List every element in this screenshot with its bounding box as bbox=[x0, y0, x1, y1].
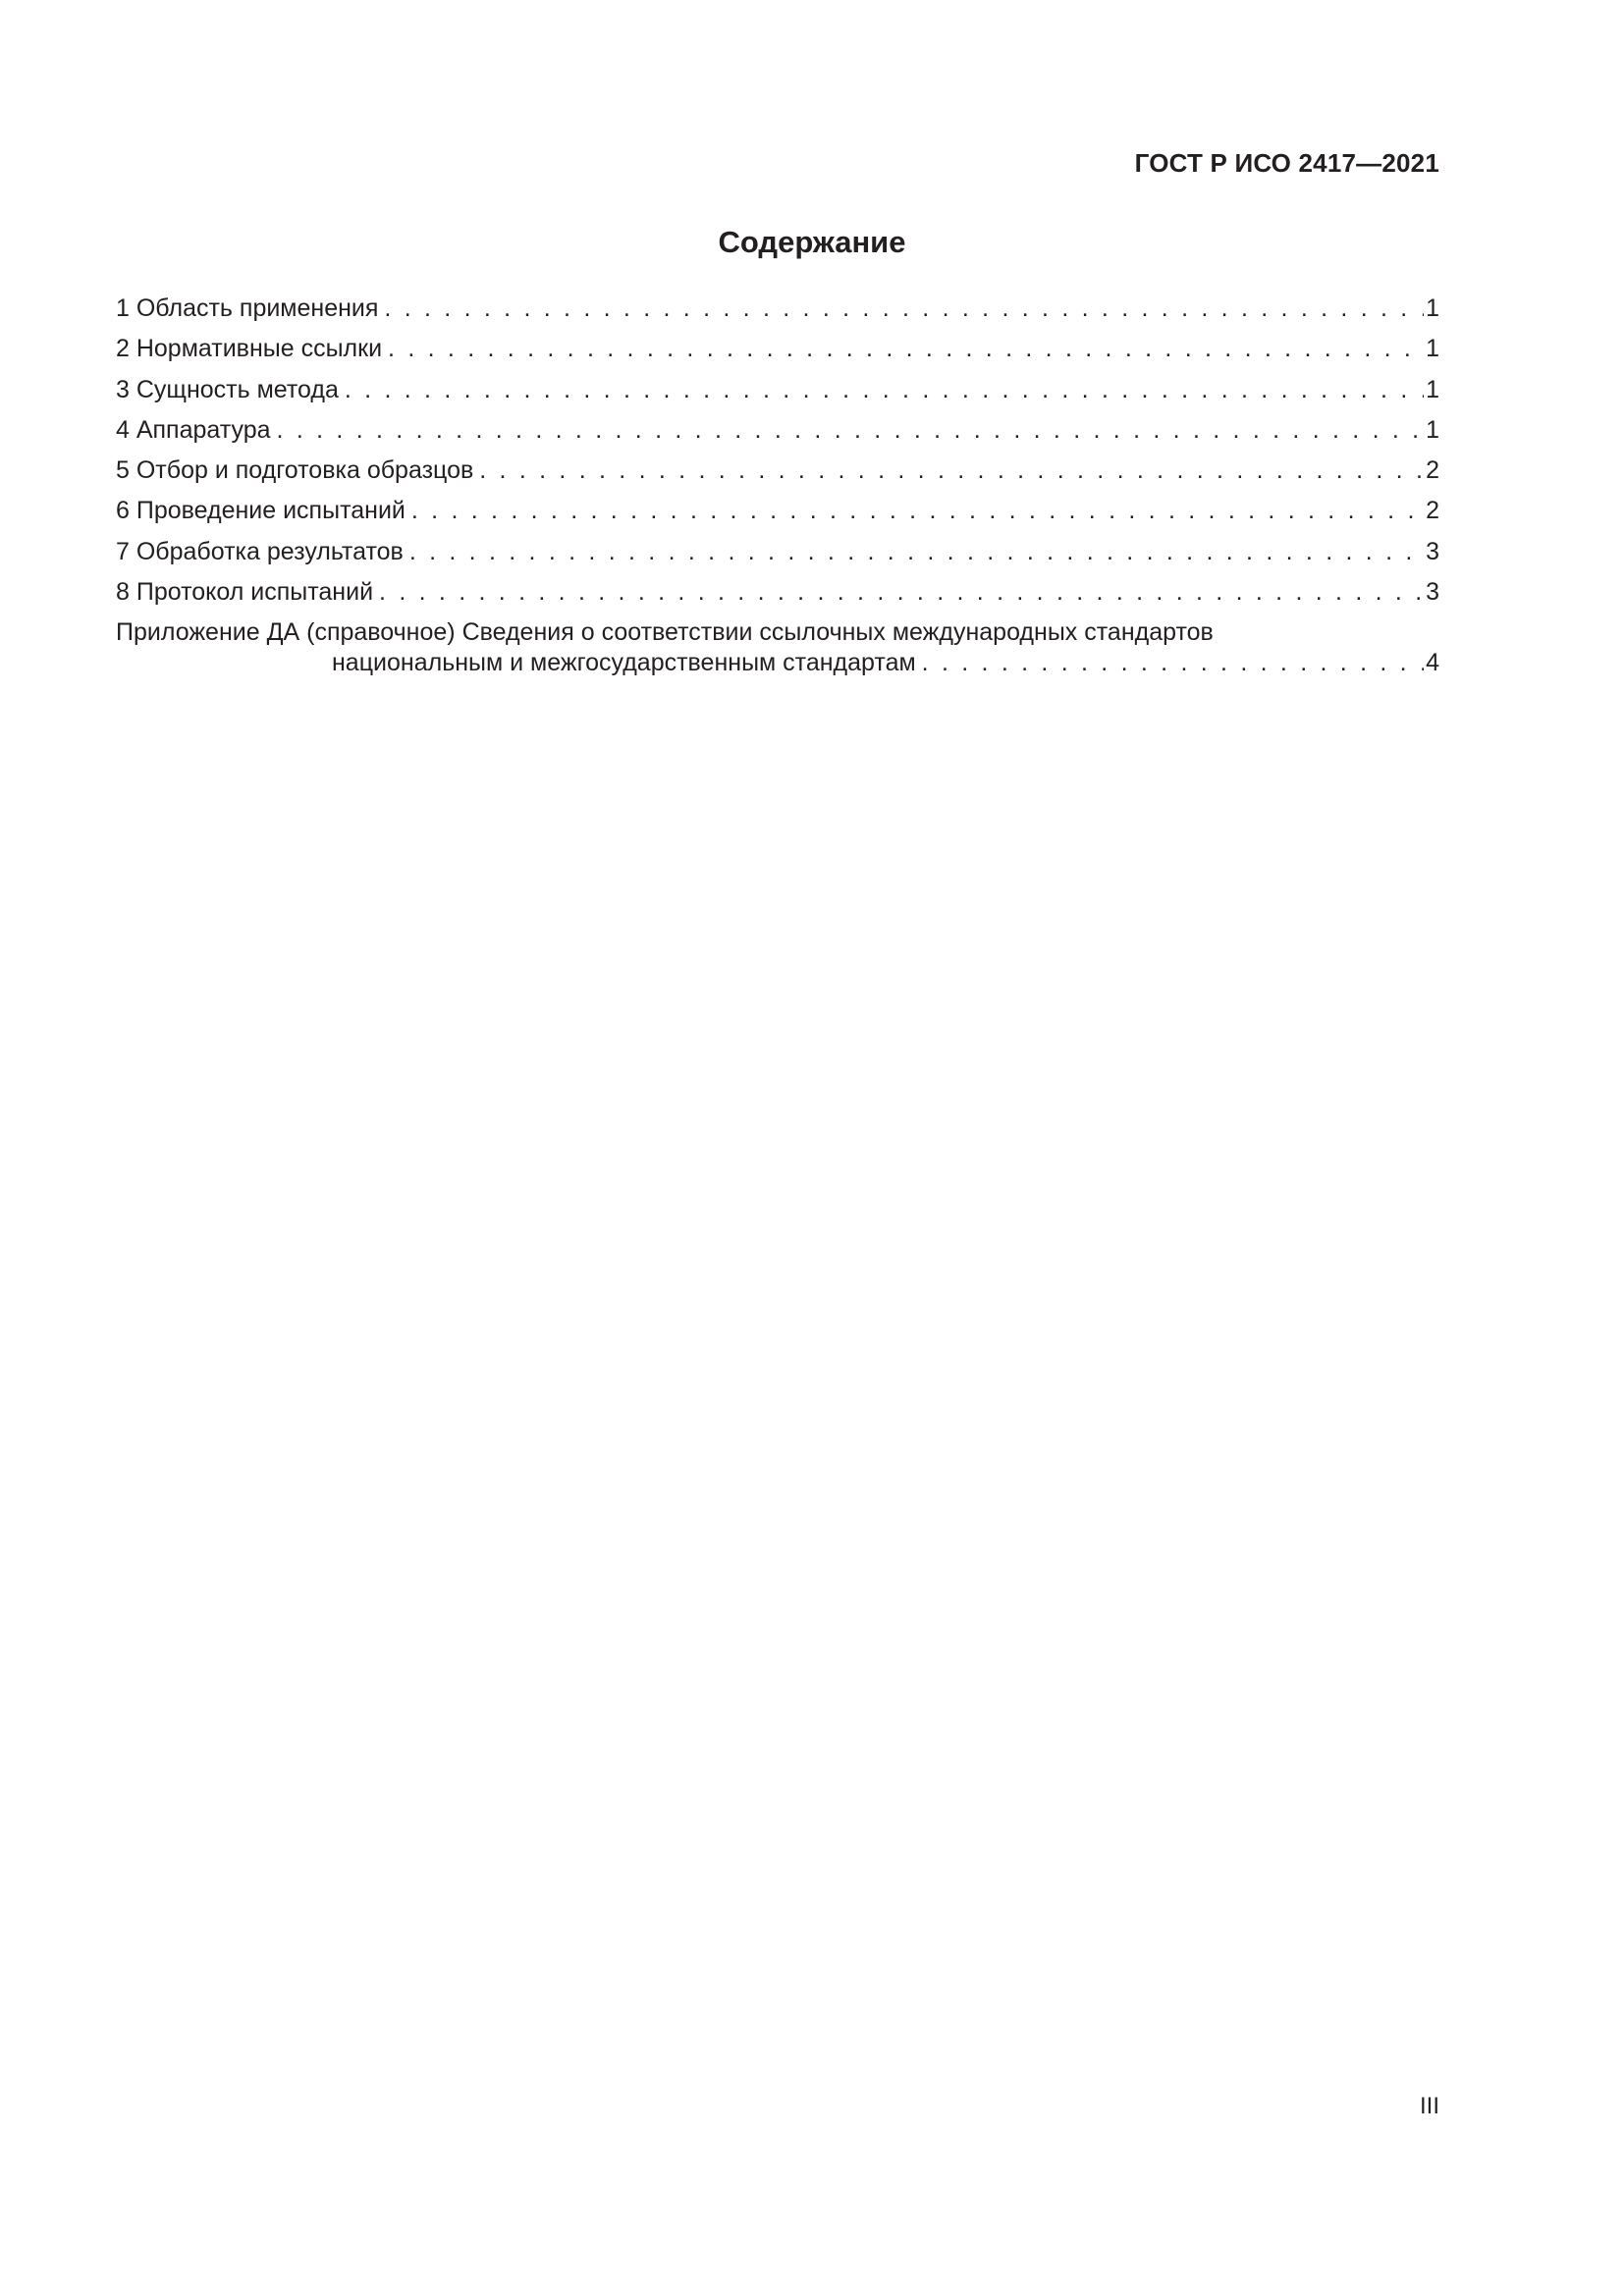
toc-entry-test-report[interactable] bbox=[116, 572, 1439, 613]
table-of-contents bbox=[116, 289, 1439, 678]
dot-leader bbox=[384, 289, 1424, 329]
toc-entry-page: 4 bbox=[1426, 649, 1439, 677]
toc-entry-annex-line2-row bbox=[116, 647, 1439, 678]
toc-entry-text: 7 Обработка результатов bbox=[116, 537, 404, 565]
toc-entry-text: 1 Область применения bbox=[116, 294, 379, 322]
toc-entry-page: 1 bbox=[1426, 294, 1439, 322]
toc-entry-page: 1 bbox=[1426, 415, 1439, 444]
document-code: ГОСТ Р ИСО 2417—2021 bbox=[1134, 148, 1439, 178]
dot-leader bbox=[388, 329, 1424, 369]
toc-entry-principle[interactable] bbox=[116, 370, 1439, 410]
dot-leader bbox=[479, 451, 1424, 491]
toc-entry-results[interactable] bbox=[116, 532, 1439, 572]
dot-leader bbox=[409, 532, 1424, 572]
toc-entry-text: 8 Протокол испытаний bbox=[116, 578, 374, 607]
toc-entry-annex-line1: Приложение ДА (справочное) Сведения о соответствии ссылочных международных стандартов bbox=[116, 618, 1214, 647]
toc-entry-text: 4 Аппаратура bbox=[116, 415, 271, 444]
toc-title: Содержание bbox=[718, 225, 906, 259]
toc-entry-apparatus[interactable] bbox=[116, 410, 1439, 451]
toc-entry-text: 5 Отбор и подготовка образцов bbox=[116, 456, 474, 485]
dot-leader bbox=[345, 370, 1424, 410]
dot-leader bbox=[379, 572, 1424, 613]
toc-entry-annex-line2: национальным и межгосударственным стандартам bbox=[332, 649, 916, 677]
toc-entry-scope[interactable] bbox=[116, 289, 1439, 329]
toc-entry-procedure[interactable] bbox=[116, 491, 1439, 531]
toc-entry-page: 3 bbox=[1426, 537, 1439, 565]
toc-entry-page: 2 bbox=[1426, 497, 1439, 525]
dot-leader bbox=[277, 410, 1425, 451]
toc-entry-page: 1 bbox=[1426, 335, 1439, 363]
toc-entry-text: 6 Проведение испытаний bbox=[116, 497, 406, 525]
toc-entry-text: 3 Сущность метода bbox=[116, 375, 339, 403]
dot-leader bbox=[411, 491, 1424, 531]
toc-entry-text: 2 Нормативные ссылки bbox=[116, 335, 383, 363]
page-number: III bbox=[1419, 2093, 1439, 2119]
toc-entry-annex[interactable] bbox=[116, 617, 1439, 678]
dot-leader bbox=[922, 647, 1424, 678]
toc-entry-page: 3 bbox=[1426, 578, 1439, 607]
toc-entry-sampling[interactable] bbox=[116, 451, 1439, 491]
toc-entry-page: 2 bbox=[1426, 456, 1439, 485]
toc-entry-normative-references[interactable] bbox=[116, 329, 1439, 369]
toc-entry-page: 1 bbox=[1426, 375, 1439, 403]
